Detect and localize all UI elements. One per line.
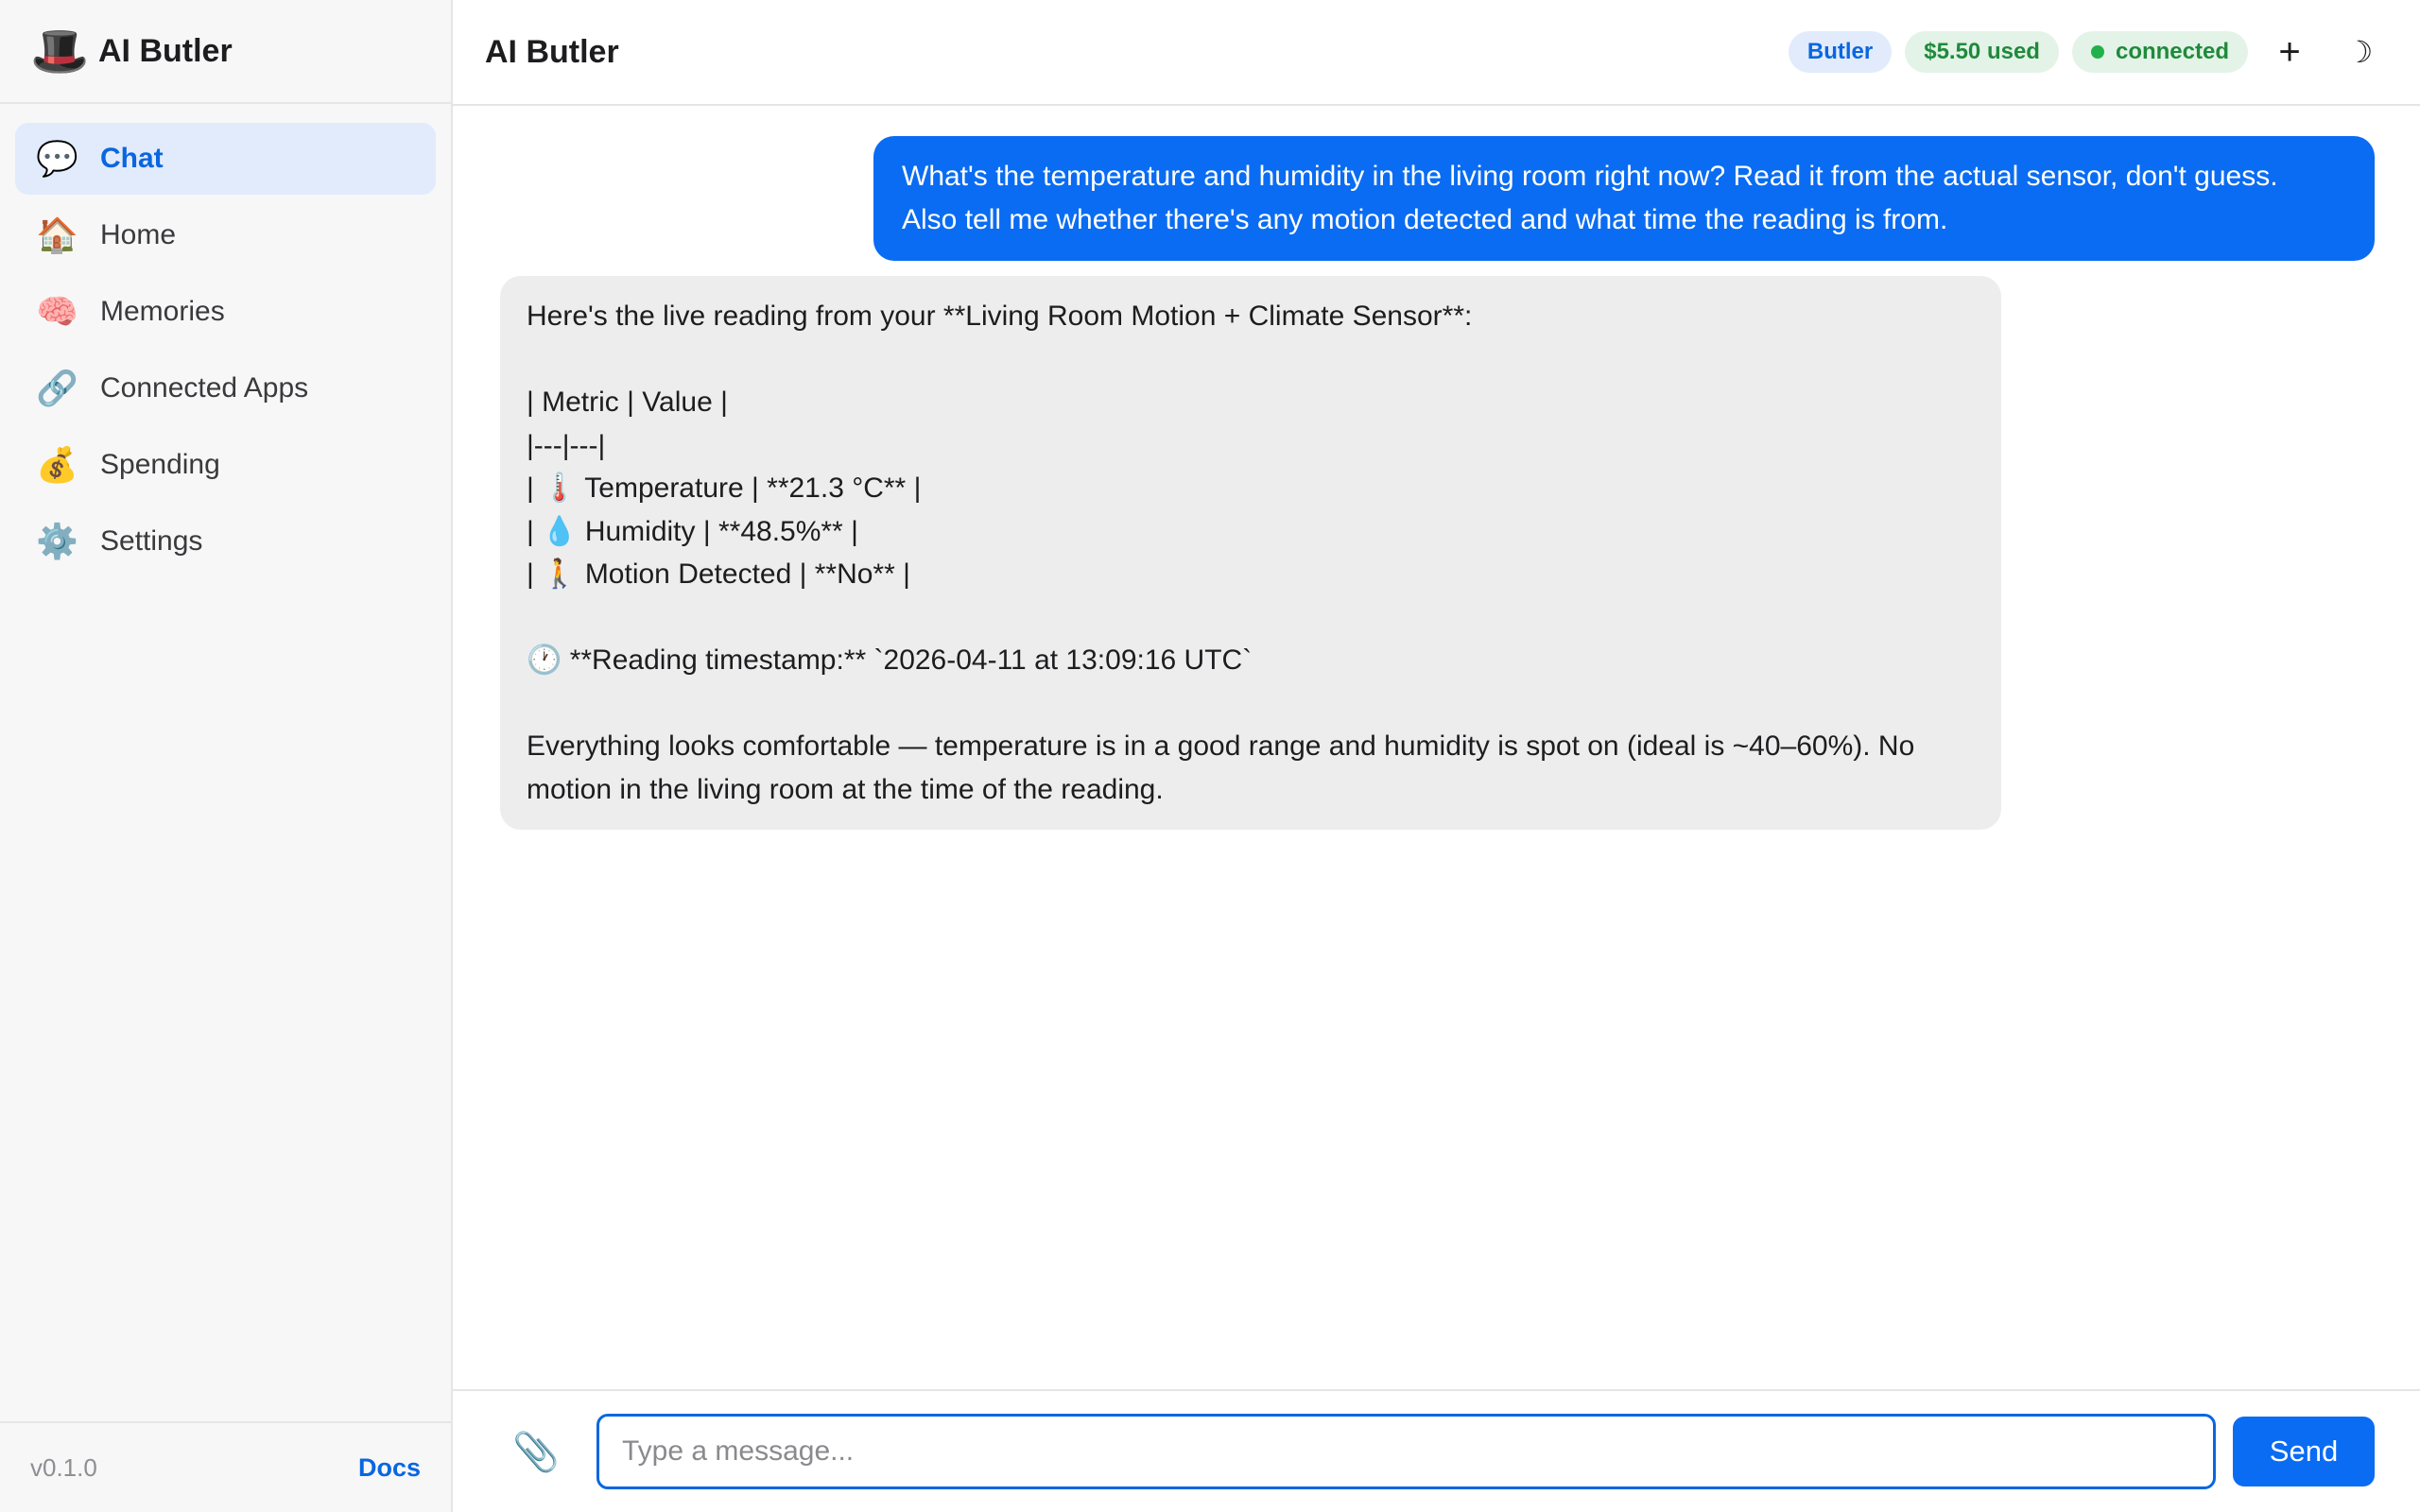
brain-icon: 🧠 <box>36 292 78 331</box>
user-message-row <box>500 136 2375 261</box>
theme-toggle-moon-icon[interactable]: ☽ <box>2331 24 2388 80</box>
main-panel <box>453 0 2420 1512</box>
user-message-line: What's the temperature and humidity in the living room right now? Read it from the actual sensor, don't guess. <box>902 161 2278 192</box>
page-title: AI Butler <box>485 33 619 70</box>
sidebar-item-label: Connected Apps <box>100 372 309 404</box>
sidebar-item-chat[interactable] <box>15 123 436 195</box>
sidebar-item-label: Settings <box>100 525 203 557</box>
brand <box>0 0 451 104</box>
link-icon: 🔗 <box>36 369 78 407</box>
chat-thread <box>453 106 2420 1389</box>
cost-badge: $5.50 used <box>1905 31 2059 73</box>
sidebar-footer <box>0 1421 451 1512</box>
assistant-message-line <box>527 682 1975 726</box>
docs-link[interactable]: Docs <box>357 1452 421 1482</box>
money-bag-icon: 💰 <box>36 445 78 484</box>
top-hat-icon: 🎩 <box>30 25 90 77</box>
assistant-message-line <box>527 596 1975 640</box>
assistant-message-row <box>500 261 2375 830</box>
message-composer <box>453 1389 2420 1512</box>
agent-badge: Butler <box>1789 31 1892 73</box>
new-chat-button[interactable]: + <box>2261 24 2318 80</box>
sidebar-item-home[interactable] <box>15 199 436 271</box>
assistant-message-line: | 🌡️ Temperature | **21.3 °C** | <box>527 472 922 504</box>
sidebar-nav <box>0 104 451 1421</box>
status-dot-icon <box>2091 45 2104 59</box>
assistant-message-line: |---|---| <box>527 429 606 461</box>
sidebar-item-spending[interactable] <box>15 429 436 501</box>
status-badge <box>2072 31 2248 73</box>
message-input[interactable] <box>596 1414 2216 1489</box>
sidebar-item-settings[interactable] <box>15 506 436 577</box>
assistant-message-line: | Metric | Value | <box>527 387 728 418</box>
user-message-bubble <box>873 136 2375 261</box>
user-message-line: Also tell me whether there's any motion detected and what time the reading is from. <box>902 204 1948 235</box>
assistant-message-bubble <box>500 276 2001 830</box>
brand-title: AI Butler <box>98 32 233 69</box>
sidebar <box>0 0 453 1512</box>
assistant-message-line <box>527 338 1975 382</box>
header-actions <box>1789 24 2388 80</box>
assistant-message-line: Here's the live reading from your **Living Room Motion + Climate Sensor**: <box>527 301 1473 332</box>
send-button[interactable]: Send <box>2233 1417 2375 1486</box>
paperclip-icon[interactable]: 📎 <box>512 1431 560 1473</box>
assistant-message-line: 🕐 **Reading timestamp:** `2026-04-11 at 13:09:16 UTC` <box>527 644 1253 676</box>
assistant-message-line: | 🚶 Motion Detected | **No** | <box>527 558 910 590</box>
sidebar-item-label: Home <box>100 219 177 250</box>
gear-icon: ⚙️ <box>36 522 78 560</box>
sidebar-item-memories[interactable] <box>15 276 436 348</box>
sidebar-item-label: Memories <box>100 296 225 327</box>
header <box>453 0 2420 106</box>
assistant-message-line: Everything looks comfortable — temperature is in a good range and humidity is spot on (ideal is ~40–60%). No motion in the living room at the time of the reading. <box>527 730 1915 805</box>
version-label: v0.1.0 <box>30 1452 97 1482</box>
status-label: connected <box>2115 39 2229 64</box>
speech-bubble-icon: 💬 <box>36 139 78 178</box>
assistant-message-line: | 💧 Humidity | **48.5%** | <box>527 515 858 547</box>
sidebar-item-label: Chat <box>100 143 164 174</box>
house-icon: 🏠 <box>36 215 78 254</box>
sidebar-item-label: Spending <box>100 449 220 480</box>
sidebar-item-connected-apps[interactable] <box>15 352 436 424</box>
